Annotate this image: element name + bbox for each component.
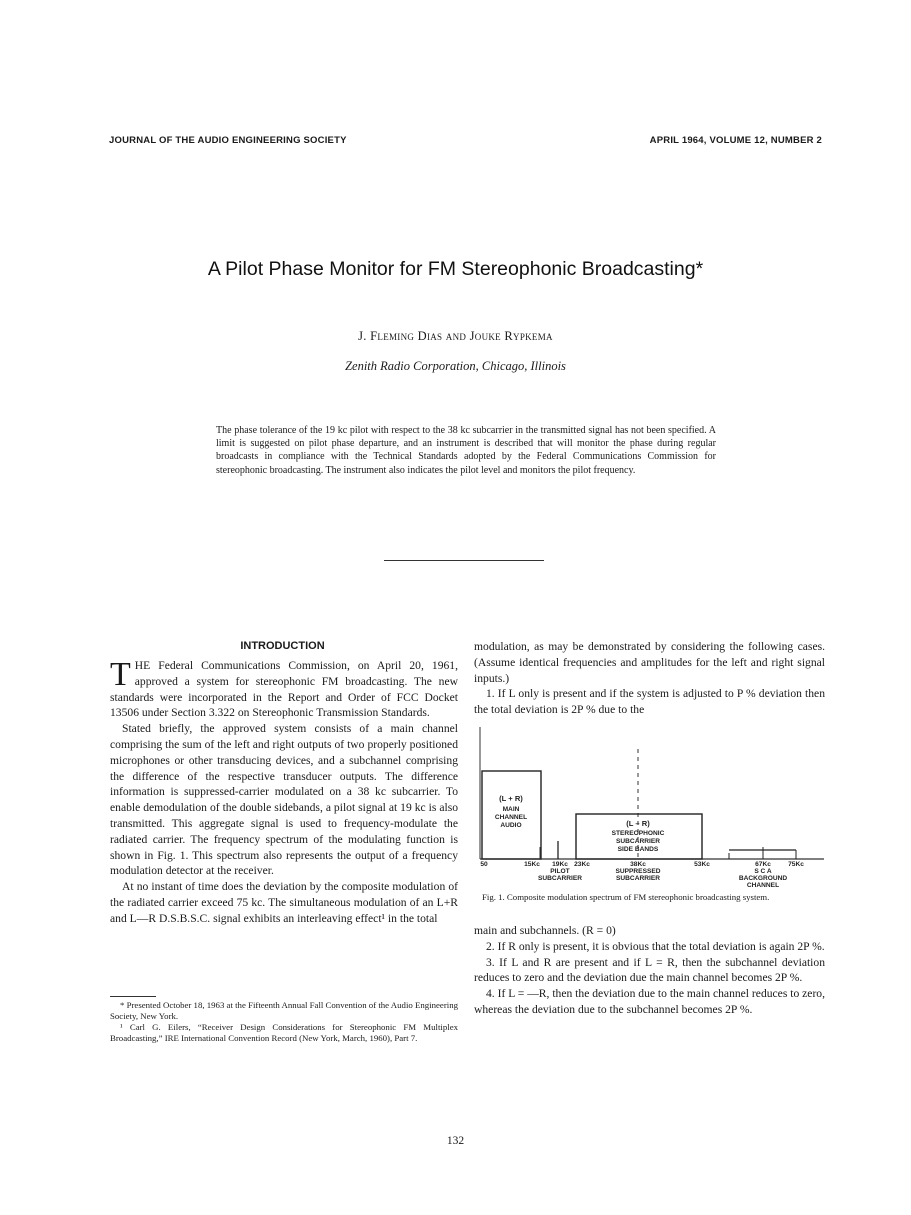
subcarrier-label: STEREOPHONIC <box>611 830 665 837</box>
paragraph: Stated briefly, the approved system consists of a main channel comprising the sum of the left and right outputs of two properly positioned microphones or other transducing devices, and a subchannel comprising the difference of the respective transducer outputs. The difference information is suppressed-carrier modulated on a 38 kc subcarrier. To enable demodulation of the double sidebands, a pilot signal at 19 kc is also transmitted. This aggregate signal is used to frequency-modulate the radiated carrier. The frequency spectrum of the modulating function is shown in Fig. 1. This spectrum also represents the output of a frequency modulation detector at the receiver. <box>110 722 458 878</box>
main-channel-label: (L + R) <box>499 794 523 803</box>
right-column-bottom <box>474 923 825 1018</box>
list-item: 1. If L only is present and if the system is adjusted to P % deviation then the total deviation is 2P % due to the <box>474 687 825 717</box>
page-number: 132 <box>446 1135 465 1147</box>
tick-label: 38Kc <box>630 861 646 868</box>
subcarrier-label: (L – R) <box>626 819 650 828</box>
sca-label: BACKGROUND <box>738 875 788 882</box>
paragraph-text: HE Federal Communications Commission, on April 20, 1961, approved a system for stereophonic FM broadcasting. The new standards were incorporated in the Report and Order of FCC Docket 13506 under Section 3.322 on Stereophonic Transmission Standards. <box>110 659 458 720</box>
list-item: 4. If L = —R, then the deviation due to the main channel reduces to zero, whereas the deviation due to the subchannel becomes 2P %. <box>474 987 825 1016</box>
tick-label: 23Kc <box>574 861 590 868</box>
list-item-continuation: main and subchannels. (R = 0) <box>474 924 616 937</box>
abstract: The phase tolerance of the 19 kc pilot with respect to the 38 kc subcarrier in the transmitted signal has not been specified. A limit is suggested on pilot phase departure, and an instrument is described that will monitor the phase during regular broadcasts in compliance with the Technical Standards adopted by the Federal Communications Commission for stereophonic broadcasting. The instrument also indicates the pilot level and monitors the pilot frequency. <box>216 425 716 476</box>
drop-cap: T <box>110 656 131 693</box>
spectrum-figure <box>474 727 826 889</box>
main-channel-label: CHANNEL <box>494 814 528 821</box>
subcarrier-label: SIDE BANDS <box>617 846 659 853</box>
suppressed-label: SUBCARRIER <box>616 875 660 882</box>
author-names: J. Fleming Dias and Jouke Rypkema <box>358 329 553 343</box>
pilot-label: PILOT <box>550 868 570 875</box>
main-channel-label: MAIN <box>502 806 520 813</box>
left-column <box>110 658 458 927</box>
tick-label: 53Kc <box>694 861 710 868</box>
sca-label: CHANNEL <box>746 882 780 889</box>
footnotes <box>110 1000 458 1044</box>
tick-label: 67Kc <box>755 861 771 868</box>
tick-label: 19Kc <box>552 861 568 868</box>
right-column-top <box>474 639 825 718</box>
article-title: A Pilot Phase Monitor for FM Stereophonic Broadcasting* <box>207 258 704 280</box>
main-channel-label: AUDIO <box>500 822 522 829</box>
paragraph: modulation, as may be demonstrated by considering the following cases. (Assume identical frequencies and amplitudes for the left and right signal inputs.) <box>474 640 825 685</box>
sca-label: S C A <box>754 868 772 875</box>
pilot-label: SUBCARRIER <box>538 875 582 882</box>
footnote: ¹ Carl G. Eilers, “Receiver Design Considerations for Stereophonic FM Multiplex Broadcasting,” IRE International Convention Record (New York, March, 1960), Part 7. <box>110 1022 458 1043</box>
section-heading: INTRODUCTION <box>240 640 325 652</box>
footnote-divider <box>110 996 156 997</box>
subcarrier-label: SUBCARRIER <box>616 838 660 845</box>
footnote: * Presented October 18, 1963 at the Fifteenth Annual Fall Convention of the Audio Engineering Society, New York. <box>110 1000 458 1021</box>
tick-label: 50 <box>480 861 488 868</box>
list-item: 2. If R only is present, it is obvious that the total deviation is again 2P %. <box>486 939 825 953</box>
author-affiliation: Zenith Radio Corporation, Chicago, Illinois <box>345 359 566 373</box>
tick-label: 75Kc <box>788 861 804 868</box>
tick-label: 15Kc <box>524 861 540 868</box>
journal-running-header: JOURNAL OF THE AUDIO ENGINEERING SOCIETY <box>109 135 347 146</box>
section-divider <box>384 560 544 561</box>
list-item: 3. If L and R are present and if L = R, then the subchannel deviation reduces to zero and the deviation due the main channel becomes 2P %. <box>474 955 825 985</box>
issue-running-header: APRIL 1964, VOLUME 12, NUMBER 2 <box>649 135 822 146</box>
suppressed-label: SUPPRESSED <box>615 868 661 875</box>
paragraph <box>110 658 458 721</box>
paragraph: At no instant of time does the deviation by the composite modulation of the radiated carrier exceed 75 kc. The simultaneous modulation of an L+R and L—R D.S.B.S.C. signal exhibits an interleaving effect¹ in the total <box>110 880 458 925</box>
figure-caption: Fig. 1. Composite modulation spectrum of FM stereophonic broadcasting system. <box>482 892 770 902</box>
